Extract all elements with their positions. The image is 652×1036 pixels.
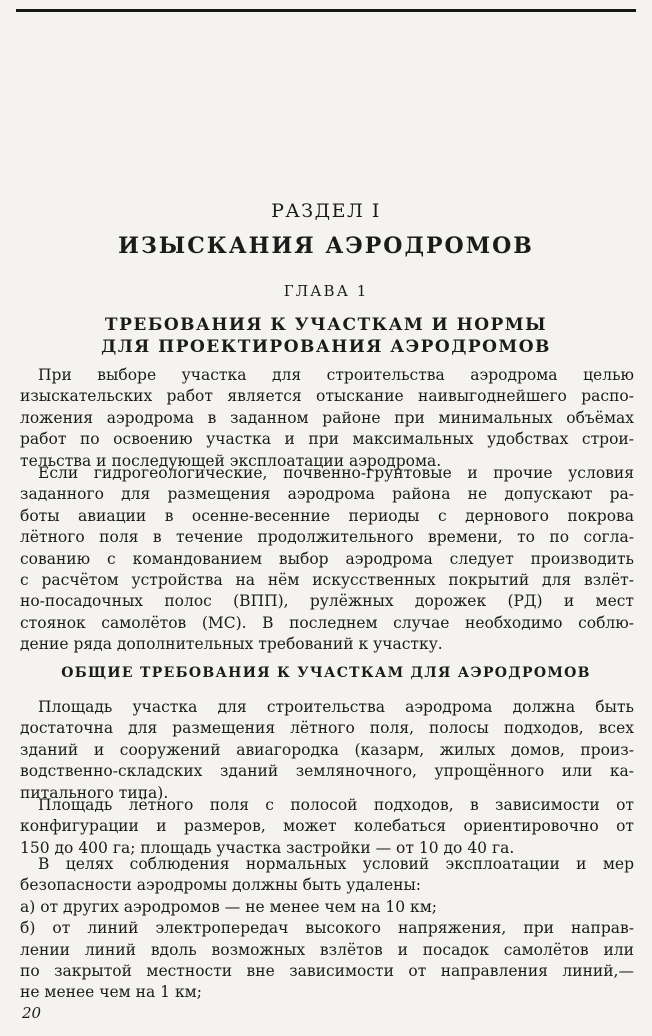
text-line: не менее чем на 1 км;	[20, 983, 202, 1002]
list-item: а) от других аэродромов — не менее чем на 10 км;	[20, 897, 437, 916]
text-line: водственно-складских зданий земляночного, упрощённого или ка-	[20, 762, 634, 781]
top-rule	[16, 9, 636, 12]
subheading: ОБЩИЕ ТРЕБОВАНИЯ К УЧАСТКАМ ДЛЯ АЭРОДРОМОВ	[61, 665, 591, 681]
text-line: ложения аэродрома в заданном районе при минимальных объёмах	[20, 408, 634, 427]
paragraph-artificial-pavements	[20, 463, 634, 656]
section-title: ИЗЫСКАНИЯ АЭРОДРОМОВ	[118, 233, 534, 259]
chapter-label: ГЛАВА 1	[283, 282, 369, 300]
text-line: дение ряда дополнительных требований к участку.	[20, 635, 443, 654]
text-line: стоянок самолётов (МС). В последнем случае необходимо соблю-	[20, 613, 634, 632]
text-line: Площадь лётного поля с полосой подходов, в зависимости от	[38, 796, 634, 814]
text-line: питального типа).	[20, 783, 169, 802]
text-line: изыскательских работ является отыскание наивыгоднейшего распо-	[20, 387, 634, 406]
text-line: лётного поля в течение продолжительного времени, то по согла-	[20, 528, 634, 547]
text-line: заданного для размещения аэродрома района не допускают ра-	[20, 485, 634, 504]
page-number: 20	[22, 1004, 42, 1022]
text-line: достаточна для размещения лётного поля, полосы подходов, всех	[20, 719, 634, 738]
text-line: с расчётом устройства на нём искусственных покрытий для взлёт-	[20, 571, 634, 590]
text-line: тельства и последующей эксплоатации аэродрома.	[20, 451, 442, 470]
list-item: б) от линий электропередач высокого напряжения, при направ-	[20, 919, 634, 938]
text-line: по закрытой местности вне зависимости от направления линий,—	[20, 962, 634, 981]
paragraph-site-selection	[20, 365, 634, 472]
paragraph-site-area	[20, 697, 634, 804]
chapter-title	[0, 314, 652, 358]
text-line: При выборе участка для строительства аэродрома целью	[38, 366, 634, 384]
paragraph-distance-requirements	[20, 854, 634, 1004]
text-line: В целях соблюдения нормальных условий эксплоатации и мер	[38, 855, 634, 873]
text-line: но-посадочных полос (ВПП), рулёжных дорожек (РД) и мест	[20, 592, 634, 611]
paragraph-field-area	[20, 795, 634, 859]
section-label: РАЗДЕЛ I	[271, 200, 381, 222]
text-line: Площадь участка для строительства аэродрома должна быть	[38, 698, 634, 716]
text-line: лении линий вдоль возможных взлётов и посадок самолётов или	[20, 940, 634, 959]
text-line: безопасности аэродромы должны быть удалены:	[20, 876, 422, 895]
text-line: боты авиации в осенне-весенние периоды с дернового покрова	[20, 506, 634, 525]
text-line: 150 до 400 га; площадь участка застройки — от 10 до 40 га.	[20, 838, 515, 857]
text-line: зданий и сооружений авиагородка (казарм, жилых домов, произ-	[20, 740, 634, 759]
text-line: конфигурации и размеров, может колебаться ориентировочно от	[20, 817, 634, 836]
text-line: работ по освоению участка и при максимальных удобствах строи-	[20, 430, 634, 449]
chapter-title-line: ДЛЯ ПРОЕКТИРОВАНИЯ АЭРОДРОМОВ	[101, 337, 551, 357]
text-line: Если гидрогеологические, почвенно-грунтовые и прочие условия	[38, 464, 634, 482]
text-line: сованию с командованием выбор аэродрома следует производить	[20, 549, 634, 568]
chapter-title-line: ТРЕБОВАНИЯ К УЧАСТКАМ И НОРМЫ	[104, 315, 548, 335]
